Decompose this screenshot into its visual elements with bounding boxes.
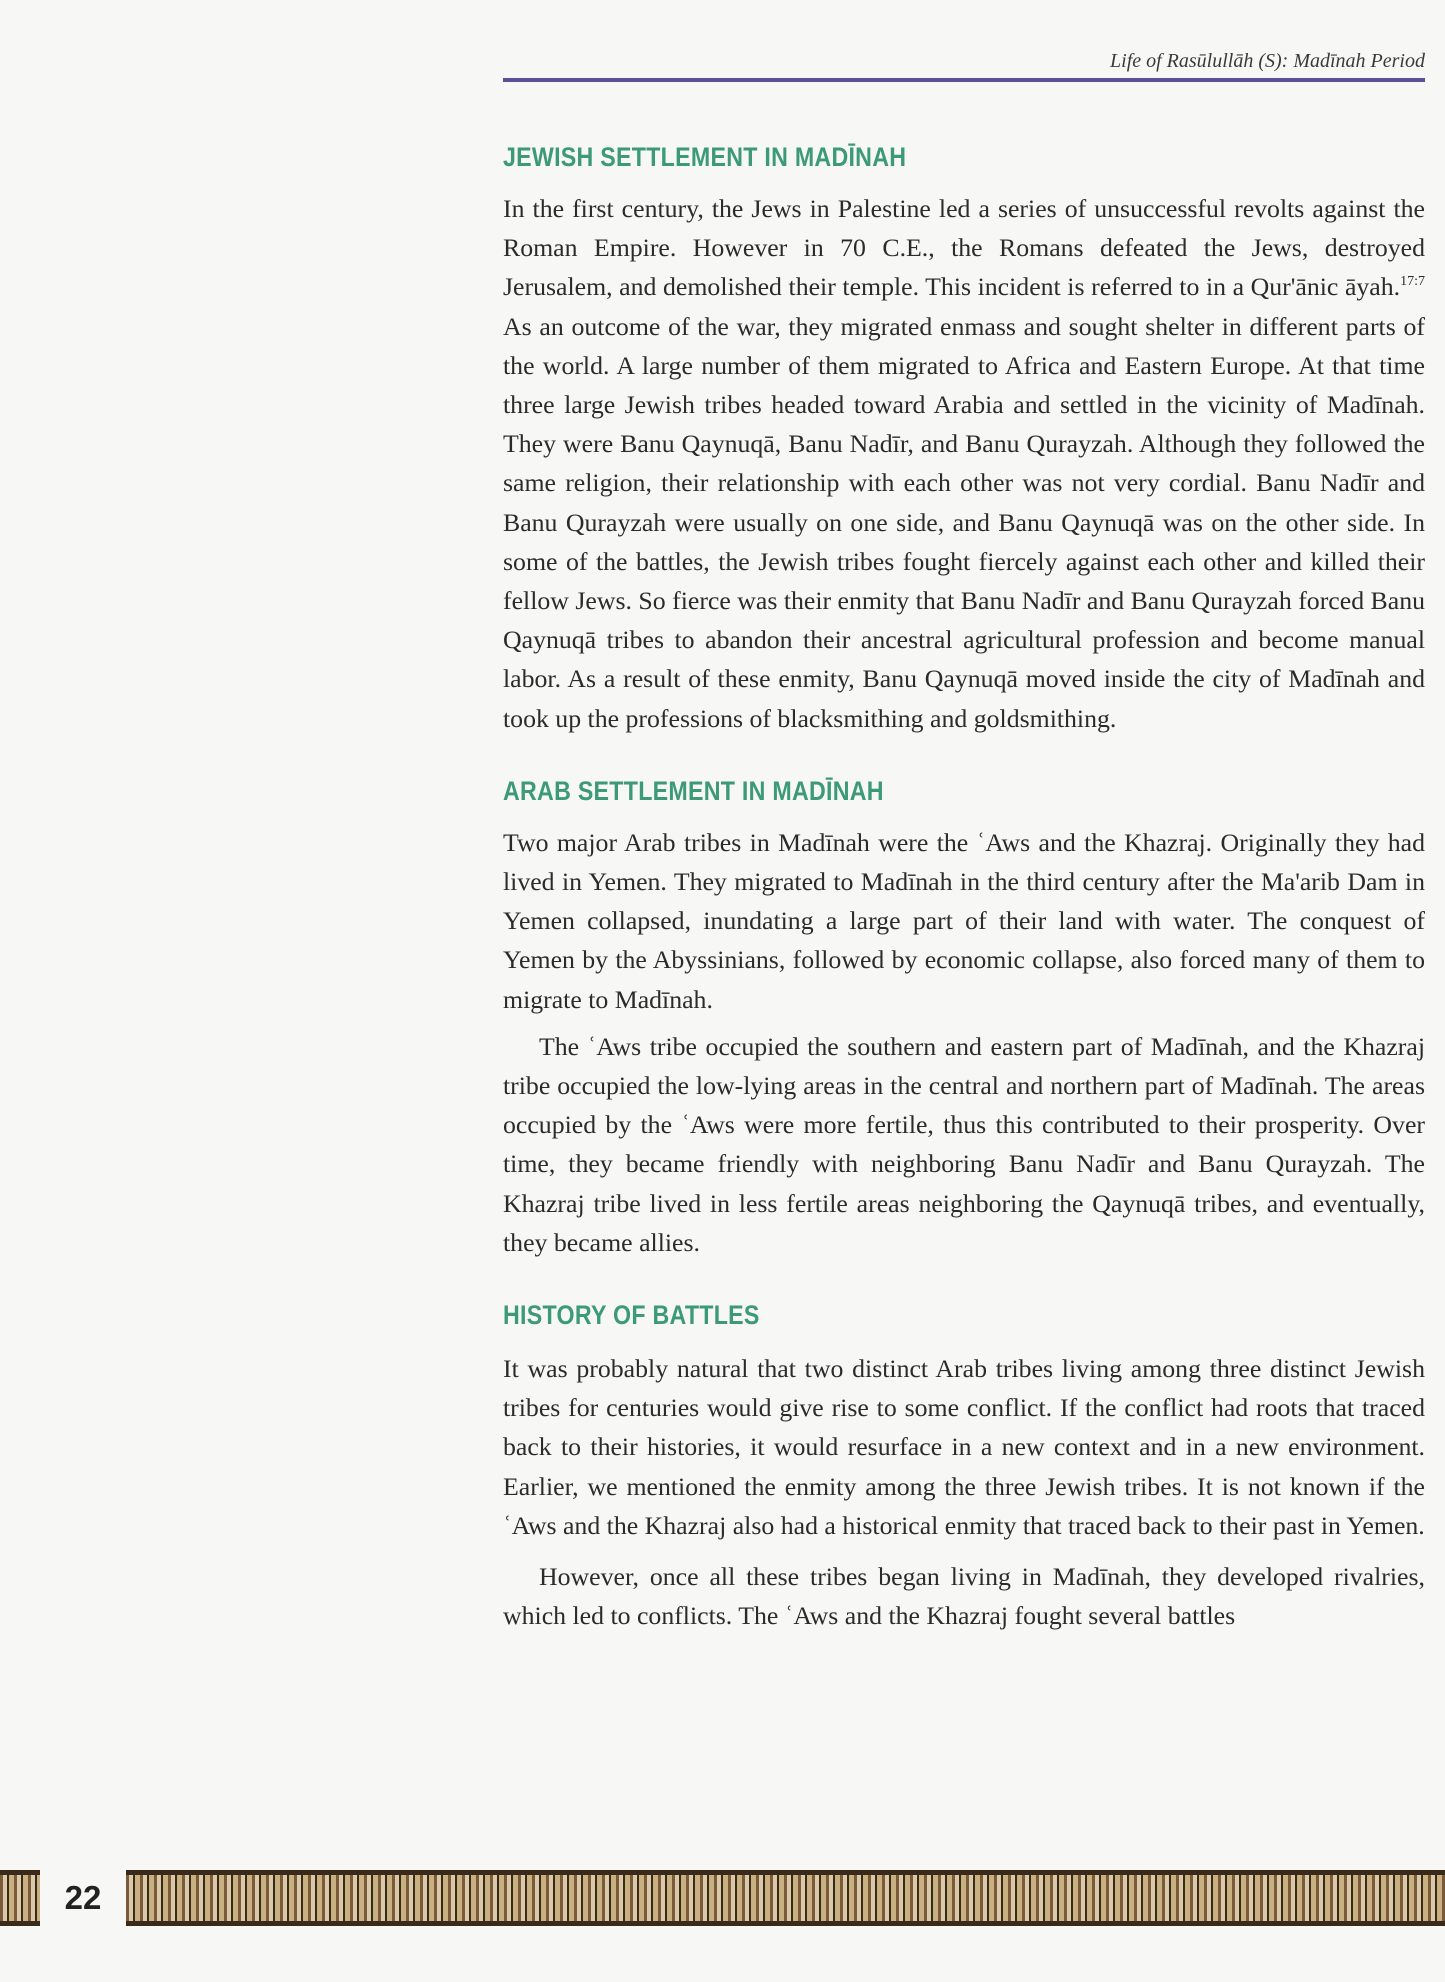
section-heading-jewish-settlement: JEWISH SETTLEMENT IN MADĪNAH (503, 142, 907, 172)
paragraph-history-1: It was probably natural that two distinct Arab tribes living among three distinct Jewish tribes for centuries would give rise to some conflict. If the conflict had roots that traced back to their histories, it would resurface in a new context and in a new environment. Earlier, we mentioned the enmity among the three Jewish tribes. It is not known if the ʿAws and the Khazraj also had a historical enmity that traced back to their past in Yemen. (503, 1354, 1425, 1540)
running-head: Life of Rasūlullāh (S): Madīnah Period (1110, 50, 1425, 72)
section-heading-history-of-battles: HISTORY OF BATTLES (503, 1300, 760, 1331)
page-body (503, 130, 1425, 1636)
footer-ornament-band (0, 1870, 1445, 1926)
paragraph-text: As an outcome of the war, they migrated enmass and sought shelter in different parts of the world. A large number of them migrated to Africa and Eastern Europe. At that time three large Jewish tribes headed toward Arabia and settled in the vicinity of Madīnah. They were Banu Qaynuqā, Banu Nadīr, and Banu Qurayzah. Although they followed the same religion, their relationship with each other was not very cordial. Banu Nadīr and Banu Qurayzah were usually on one side, and Banu Qaynuqā was on the other side. In some of the battles, the Jewish tribes fought fiercely against each other and killed their fellow Jews. So fierce was their enmity that Banu Nadīr and Banu Qurayzah forced Banu Qaynuqā tribes to abandon their ancestral agricultural profession and become manual labor. As a result of these enmity, Banu Qaynuqā moved inside the city of Madīnah and took up the professions of blacksmithing and goldsmithing. (503, 311, 1425, 733)
paragraph-jewish-settlement (503, 189, 1425, 738)
paragraph-arab-settlement-2: The ʿAws tribe occupied the southern and eastern part of Madīnah, and the Khazraj tribe occupied the low-lying areas in the central and northern part of Madīnah. The areas occupied by the ʿAws were more fertile, thus this contributed to their prosperity. Over time, they became friendly with neighboring Banu Nadīr and Banu Qurayzah. The Khazraj tribe lived in less fertile areas neighboring the Qaynuqā tribes, and eventually, they became allies. (503, 1031, 1425, 1257)
paragraph-arab-settlement-1: Two major Arab tribes in Madīnah were the ʿAws and the Khazraj. Originally they had lived in Yemen. They migrated to Madīnah in the third century after the Ma'arib Dam in Yemen collapsed, inundating a large part of their land with water. The conquest of Yemen by the Abyssinians, followed by economic collapse, also forced many of them to migrate to Madīnah. (503, 827, 1425, 1014)
header-rule (503, 78, 1425, 82)
paragraph-history-2: However, once all these tribes began living in Madīnah, they developed rivalries, which led to conflicts. The ʿAws and the Khazraj fought several battles (503, 1562, 1425, 1631)
section-heading-arab-settlement: ARAB SETTLEMENT IN MADĪNAH (503, 775, 884, 806)
page-number: 22 (40, 1870, 126, 1926)
footnote-reference: 17:7 (1400, 274, 1425, 290)
paragraph-text: In the first century, the Jews in Palestine led a series of unsuccessful revolts against the Roman Empire. However in 70 C.E., the Romans defeated the Jews, destroyed Jerusalem, and demolished their temple. This incident is referred to in a Qur'ānic āyah. (503, 194, 1425, 302)
